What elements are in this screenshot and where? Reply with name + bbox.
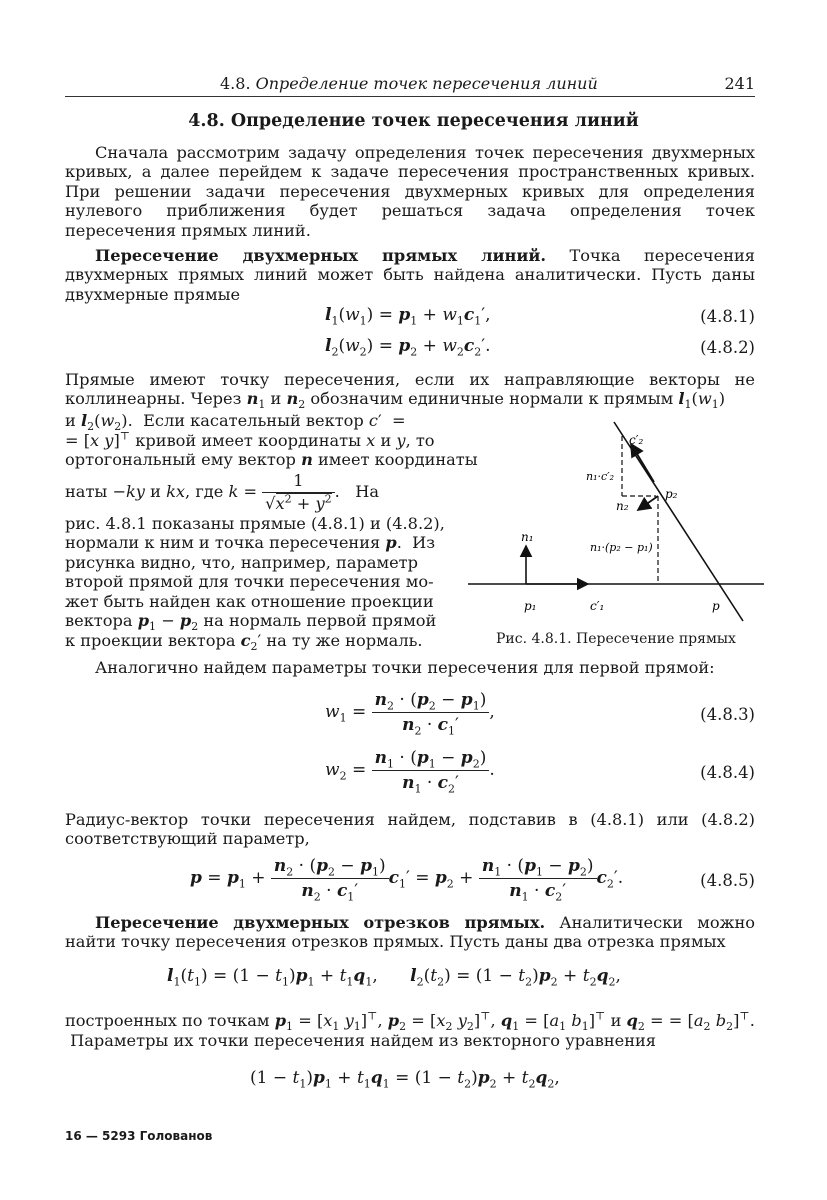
label-n1: n₁ [521, 530, 534, 544]
equation-4-8-5: $p = p_1$ + $\frac{n_2 \cdot (p_2 - p_1)}{n_2 \cdot c_1'}$ $c_1' = p_2$ + $\frac{n_1 \cdot (p_1 - p_2)}{n_1 \cdot c_2'}$ $c_2'$. [190, 856, 624, 904]
label-n1p2p1: n₁·(p₂ − p₁) [590, 541, 653, 554]
lines-section-title: Пересечение двухмерных прямых линий. [95, 246, 546, 265]
label-n1c2: n₁·c′₂ [586, 470, 615, 483]
running-header [65, 74, 755, 97]
segment-equations: $l_1(t_1) = (1 - t_1)p_1 + t_1q_1$, $l_2(t_2) = (1 - t_2)p_2 + t_2q_2$, [167, 966, 621, 989]
label-c2: c′₂ [629, 433, 644, 447]
label-p1: p₁ [524, 599, 537, 613]
segments-section-title: Пересечение двухмерных отрезков прямых. [95, 913, 546, 932]
label-p2: p₂ [665, 487, 678, 501]
equation-number: (4.8.4) [700, 763, 755, 782]
segments-paragraph: Пересечение двухмерных отрезков прямых. Аналитически можно найти точку пересечения отрезков прямых. Пусть даны два отрезка прямых [65, 913, 755, 952]
para2-narrow-column: и $l_2(w_2)$. Если касательный вектор c′ = = [x y]⊤ кривой имеет координаты x и y, то ортогональный ему вектор n имеет координаты наты −ky и kx, где k = $\frac{1}{√x^2 + y^2}$ . На рис. 4.8.1 показаны прямые (4.8.1) и (4.8.2), нормали к ним и точка пересечения p. Из рисунка видно, что, например, параметр второй прямой для точки пересечения мо- жет быть найден как отношение проекции вектора $p_1 - p_2$ на нормаль первой прямой к проекции вектора $c_2'$ на ту же нормаль. [65, 411, 478, 653]
c2-arrow [631, 444, 654, 482]
page-footer: 16 — 5293 Голованов [65, 1129, 213, 1143]
para2-fullwidth: Прямые имеют точку пересечения, если их направляющие векторы не коллинеарны. Через $n_1$ и $n_2$ обозначим единичные нормали к прямым $l_1(w_1)$ [65, 370, 755, 412]
equation-4-8-3: $w_1$ = $\frac{n_2 \cdot (p_2 - p_1)}{n_2 \cdot c_1'}$ , [325, 690, 495, 738]
intro-paragraph: Сначала рассмотрим задачу определения точек пересечения двухмерных кривых, а далее перейдем к задаче пересечения пространственных кривых. При решении задачи пересечения двухмерных кривых для определения нулевого приближения будет решаться задача определения точек пересечения прямых линий. [65, 143, 755, 240]
equation-number: (4.8.3) [700, 705, 755, 724]
figure-caption: Рис. 4.8.1. Пересечение прямых [496, 631, 736, 647]
equation-4-8-4: $w_2$ = $\frac{n_1 \cdot (p_1 - p_2)}{n_1 \cdot c_2'}$ . [325, 748, 495, 796]
equation-number: (4.8.1) [700, 307, 755, 326]
vector-equation: $(1 - t_1)p_1 + t_1q_1 = (1 - t_2)p_2 + t_2q_2$, [250, 1068, 560, 1091]
equation-4-8-2: $l_2(w_2) = p_2 + w_2c_2'$. [325, 336, 491, 359]
second-line [614, 422, 743, 621]
equation-4-8-1: $l_1(w_1) = p_1 + w_1c_1'$, [325, 305, 491, 328]
para3: Аналогично найдем параметры точки пересечения для первой прямой: [95, 658, 715, 677]
page-number: 241 [724, 74, 755, 93]
label-c1: c′₁ [590, 599, 605, 613]
running-header-title: 4.8. Определение точек пересечения линий [220, 74, 598, 93]
label-n2: n₂ [616, 499, 629, 513]
label-p: p [712, 599, 720, 613]
para5: построенных по точкам $p_1 = [x_1$ $y_1]^⊤$, $p_2 = [x_2$ $y_2]^⊤$, $q_1 = [a_1$ $b_1]^⊤$ и $q_2$ = = [$a_2$ $b_2]^⊤$. Параметры их точки пересечения найдем из векторного уравнения [65, 1009, 755, 1050]
intersection-figure [466, 418, 766, 623]
equation-number: (4.8.5) [700, 871, 755, 890]
section-heading: 4.8. Определение точек пересечения линий [188, 111, 639, 131]
para4: Радиус-вектор точки пересечения найдем, подставив в (4.8.1) или (4.8.2) соответствующий параметр, [65, 810, 755, 849]
lines-paragraph: Пересечение двухмерных прямых линий. Точка пересечения двухмерных прямых линий может быть найдена аналитически. Пусть даны двухмерные прямые [65, 246, 755, 304]
equation-number: (4.8.2) [700, 338, 755, 357]
n2-arrow [638, 496, 658, 510]
